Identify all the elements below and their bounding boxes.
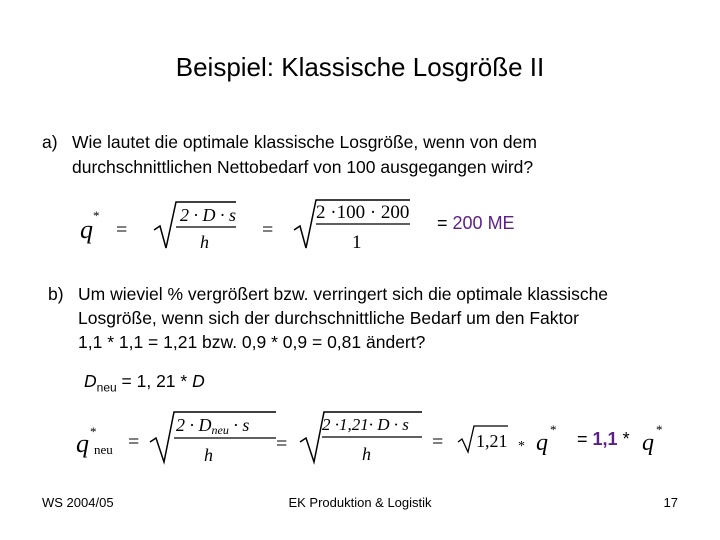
formula-a bbox=[76, 196, 436, 260]
part-a-line2: durchschnittlichen Nettobedarf von 100 ausgegangen wird? bbox=[72, 157, 534, 177]
formula-a-num2: 2 ·100 · 200 bbox=[316, 202, 410, 223]
formula-b-num1-a: 2 · D bbox=[176, 415, 212, 435]
footer-left: WS 2004/05 bbox=[42, 495, 114, 510]
part-a-result-prefix: = bbox=[437, 213, 448, 233]
formula-b-sqrt-value: 1,21 bbox=[476, 431, 508, 451]
part-b-result-suffix: * bbox=[622, 429, 630, 449]
formula-a-star: * bbox=[93, 208, 100, 223]
formula-a-num1: 2 · D · s bbox=[180, 205, 237, 225]
formula-a-q: q bbox=[80, 215, 93, 244]
part-a-result-value: 200 ME bbox=[452, 213, 515, 233]
formula-b-num2: 2 ·1,21· D · s bbox=[322, 415, 409, 434]
formula-a-equals2: = bbox=[262, 219, 274, 241]
footer-center: EK Produktion & Logistik bbox=[288, 495, 432, 510]
slide-title: Beispiel: Klassische Losgröße II bbox=[175, 52, 545, 82]
formula-b-num1-b: · s bbox=[228, 415, 250, 435]
formula-b-den2: h bbox=[362, 444, 371, 464]
part-a-line1: Wie lautet die optimale klassische Losgröße, wenn von dem bbox=[72, 132, 537, 152]
part-b-result-prefix: = bbox=[577, 429, 588, 449]
formula-b-qstar2-star: * bbox=[656, 422, 663, 437]
formula-b-num1 bbox=[176, 415, 249, 437]
dneu-d2: D bbox=[192, 371, 205, 391]
formula-b-qstar: q bbox=[536, 430, 548, 456]
formula-b-equals3: = bbox=[432, 431, 444, 453]
formula-b-equals2: = bbox=[276, 433, 288, 455]
part-b-result-value: 1,1 bbox=[592, 429, 618, 449]
dneu-d: D bbox=[84, 371, 97, 391]
part-b-line3: 1,1 * 1,1 = 1,21 bzw. 0,9 * 0,9 = 0,81 ändert? bbox=[78, 332, 426, 352]
part-a-result bbox=[437, 213, 515, 234]
formula-b-num1-sub: neu bbox=[211, 423, 229, 437]
formula-b-equals: = bbox=[128, 431, 140, 453]
formula-b-qstar-star: * bbox=[550, 422, 557, 437]
dneu-line bbox=[84, 369, 205, 401]
formula-b-qstar2: q bbox=[642, 430, 654, 456]
formula-a-den1: h bbox=[200, 232, 209, 252]
part-b-result bbox=[577, 429, 630, 450]
formula-a-equals: = bbox=[116, 219, 128, 241]
footer-page-number: 17 bbox=[663, 495, 678, 510]
part-a-label: a) bbox=[42, 132, 58, 152]
formula-b-times: * bbox=[518, 439, 525, 454]
dneu-sub: neu bbox=[96, 380, 117, 395]
dneu-rest: = 1, 21 * bbox=[116, 371, 193, 391]
part-b-label: b) bbox=[48, 284, 64, 304]
part-b-line2: Losgröße, wenn sich der durchschnittliche Bedarf um den Faktor bbox=[78, 308, 579, 328]
formula-b-sub: neu bbox=[94, 442, 113, 457]
formula-b-den1: h bbox=[204, 445, 213, 465]
formula-b-star: * bbox=[90, 424, 97, 439]
part-b-line1: Um wieviel % vergrößert bzw. verringert sich die optimale klassische bbox=[78, 284, 609, 304]
formula-a-den2: 1 bbox=[352, 232, 362, 253]
formula-b-sqrt1 bbox=[150, 412, 276, 462]
formula-b-q: q bbox=[76, 429, 89, 458]
